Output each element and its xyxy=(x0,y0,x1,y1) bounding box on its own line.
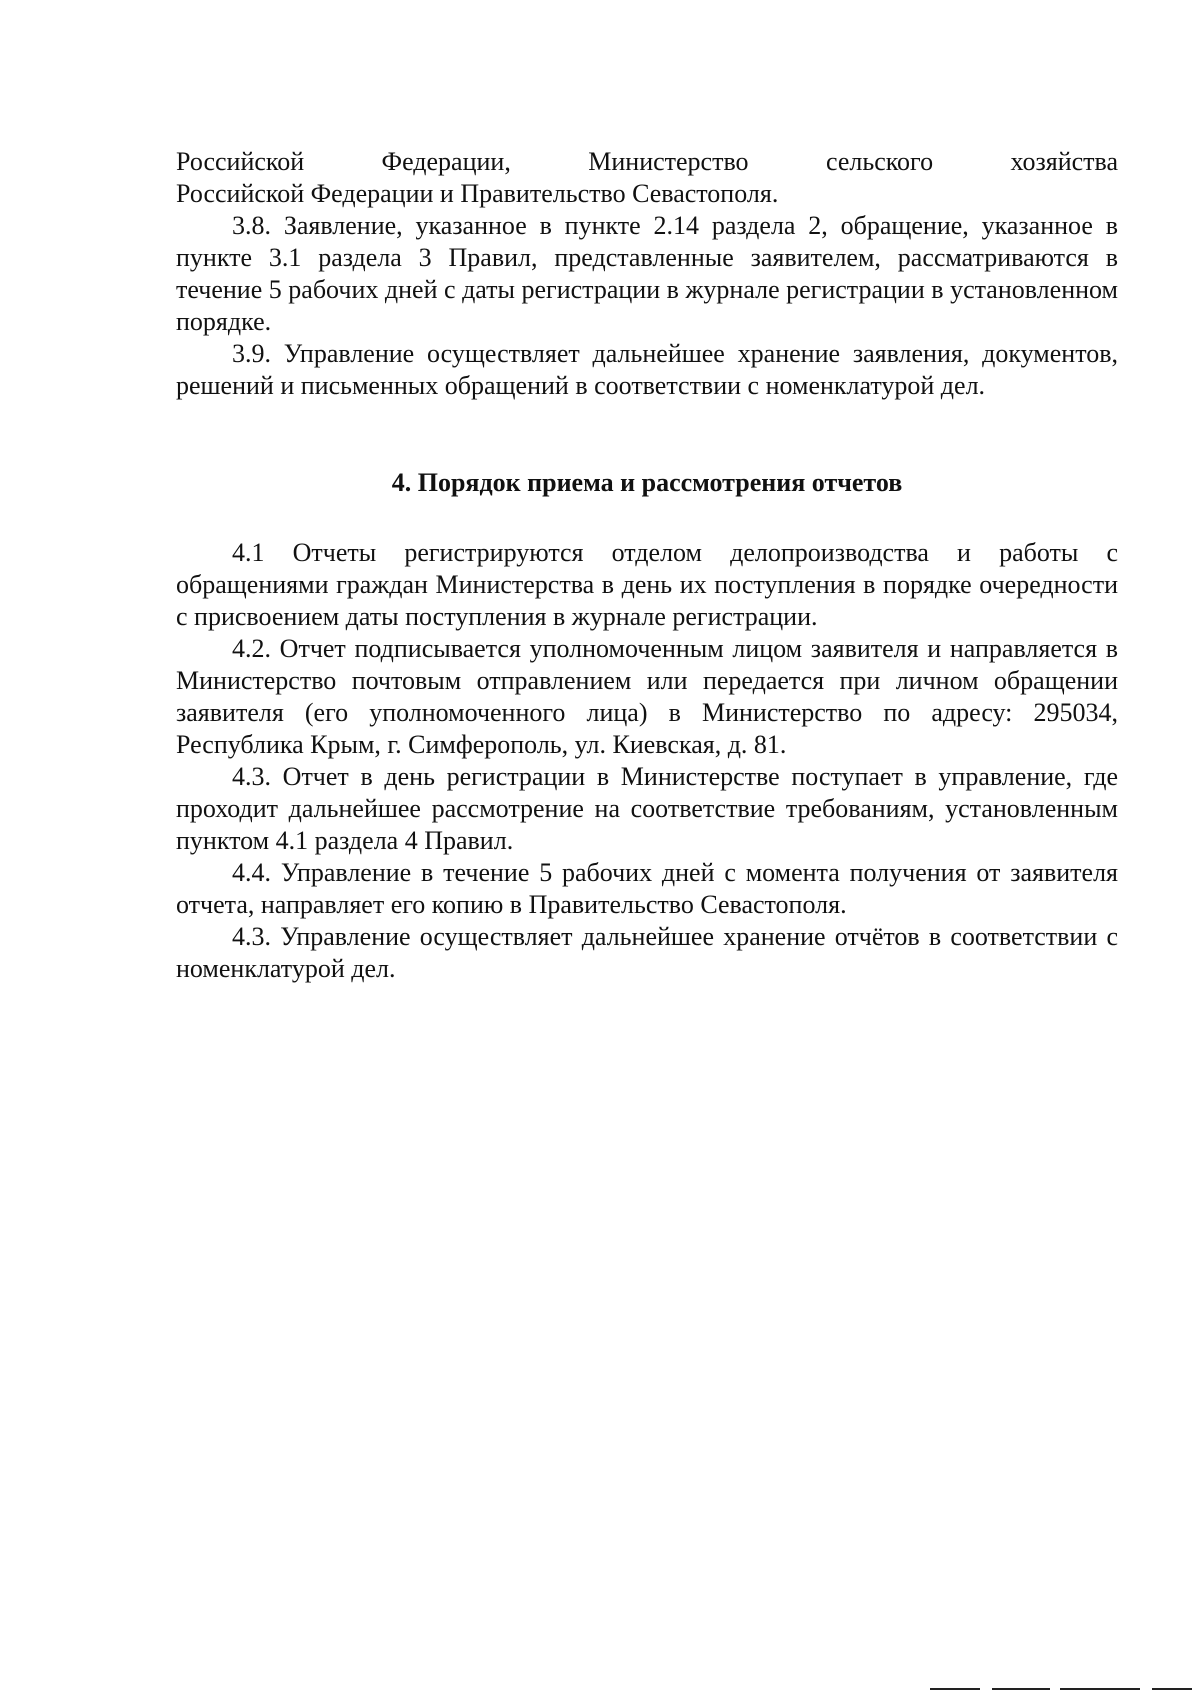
paragraph-4-3: 4.3. Отчет в день регистрации в Министерстве поступает в управление, где проходит дальнейшее рассмотрение на соответствие требованиям, установленным пунктом 4.1 раздела 4 Правил. xyxy=(176,762,1118,855)
word: сельского xyxy=(825,147,934,176)
paragraph-continuation-line-1 xyxy=(176,146,1118,178)
paragraph-4-2: 4.2. Отчет подписывается уполномоченным лицом заявителя и направляется в Министерство почтовым отправлением или передается при личном обращении заявителя (его уполномоченного лица) в Министерство по адресу: 295034, Республика Крым, г. Симферополь, ул. Киевская, д. 81. xyxy=(176,634,1118,759)
footer-rule xyxy=(1152,1688,1192,1690)
word: хозяйства xyxy=(1010,147,1119,176)
paragraph-continuation-line-2: Российской Федерации и Правительство Севастополя. xyxy=(176,179,779,208)
section-4-text xyxy=(176,537,1118,985)
paragraph-4-4: 4.4. Управление в течение 5 рабочих дней с момента получения от заявителя отчета, направляет его копию в Правительство Севастополя. xyxy=(176,858,1118,919)
section-3-text xyxy=(176,146,1118,402)
word: Российской xyxy=(176,147,305,176)
footer-rule xyxy=(992,1688,1050,1690)
word: Министерство xyxy=(588,147,749,176)
footer-rule xyxy=(930,1688,980,1690)
section-4-heading: 4. Порядок приема и рассмотрения отчетов xyxy=(391,468,903,497)
word: Федерации, xyxy=(381,147,511,176)
paragraph-3-9: 3.9. Управление осуществляет дальнейшее хранение заявления, документов, решений и письменных обращений в соответствии с номенклатурой дел. xyxy=(176,339,1118,400)
footer-rule xyxy=(1060,1688,1140,1690)
footer-rule-marks xyxy=(930,1688,1200,1692)
paragraph-3-8: 3.8. Заявление, указанное в пункте 2.14 раздела 2, обращение, указанное в пункте 3.1 раздела 3 Правил, представленные заявителем, рассматриваются в течение 5 рабочих дней с даты регистрации в журнале регистрации в установленном порядке. xyxy=(176,211,1118,336)
paragraph-4-3-storage: 4.3. Управление осуществляет дальнейшее хранение отчётов в соответствии с номенклатурой дел. xyxy=(176,922,1118,983)
paragraph-4-1: 4.1 Отчеты регистрируются отделом делопроизводства и работы с обращениями граждан Министерства в день их поступления в порядке очередности с присвоением даты поступления в журнале регистрации. xyxy=(176,538,1118,631)
